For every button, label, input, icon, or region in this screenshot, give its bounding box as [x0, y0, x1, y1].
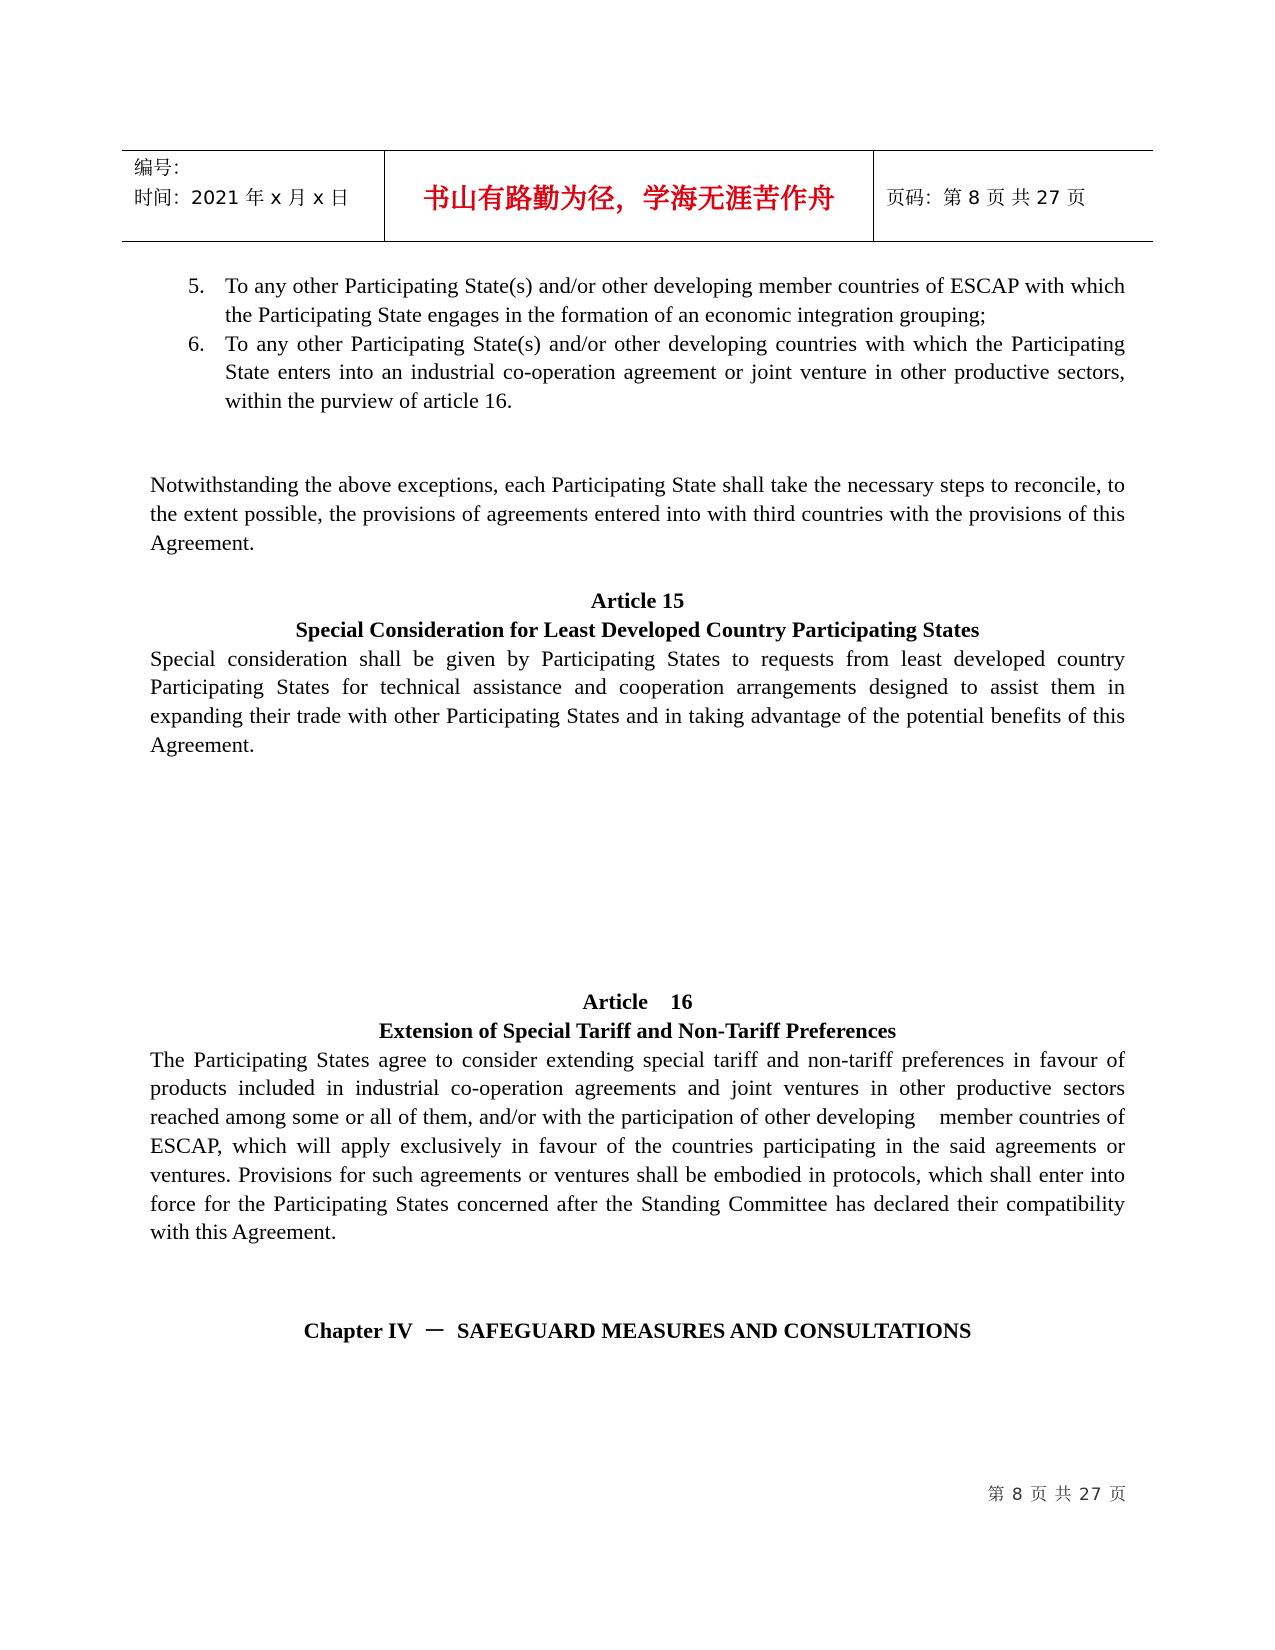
- article-15-section: [150, 587, 1125, 760]
- list-item-text: To any other Participating State(s) and/or other developing member countries of ESCAP with which the Participating State engages in the formation of an economic integration grouping;: [225, 273, 1125, 327]
- notwithstanding-paragraph: Notwithstanding the above exceptions, each Participating State shall take the necessary steps to reconcile, to the extent possible, the provisions of agreements entered into with third countries with the provisions of this Agreement.: [150, 472, 1125, 555]
- header-motto: 书山有路勤为径，学海无涯苦作舟: [385, 151, 874, 241]
- header-number-label: 编号：: [134, 157, 192, 179]
- article-16-section: [150, 988, 1131, 1247]
- chapter-heading: Chapter IV － SAFEGUARD MEASURES AND CONSULTATIONS: [303, 1318, 972, 1343]
- page-footer: 第 8 页 共 27 页: [987, 1485, 1127, 1505]
- list-item-number: 6.: [188, 330, 205, 356]
- page-header: [122, 150, 1153, 242]
- article-15-body: Special consideration shall be given by Participating States to requests from least developed country Participating States for technical assistance and cooperation arrangements designed to assist them in expanding their trade with other Participating States and in taking advantage of the potential benefits of this Agreement.: [150, 645, 1125, 757]
- header-meta-cell: [122, 151, 385, 241]
- article-15-number: Article 15: [590, 588, 685, 613]
- header-time-label: 时间：2021 年 x 月 x 日: [134, 187, 350, 209]
- article-16-body: The Participating States agree to consider extending special tariff and non-tariff preferences in favour of products included in industrial co-operation agreements and joint ventures in other productive sectors reached among some or all of them, and/or with the participation of other developing member countries of ESCAP, which will apply exclusively in favour of the countries participating in the said agreements or ventures. Provisions for such agreements or ventures shall be embodied in protocols, which shall enter into force for the Participating States concerned after the Standing Committee has declared their compatibility with this Agreement.: [150, 1046, 1131, 1245]
- article-15-title: Special Consideration for Least Developed Country Participating States: [295, 616, 980, 642]
- exceptions-list: [150, 272, 1125, 416]
- list-item-number: 5.: [188, 273, 205, 298]
- article-16-title: Extension of Special Tariff and Non-Tariff Preferences: [378, 1017, 897, 1043]
- list-item: [150, 272, 1125, 330]
- header-page-info: 页码：第 8 页 共 27 页: [886, 186, 1086, 209]
- list-item: [150, 330, 1125, 416]
- article-16-number: Article 16: [582, 989, 693, 1014]
- list-item-text: To any other Participating State(s) and/or other developing countries with which the Participating State enters into an industrial co-operation agreement or joint venture in other productive sectors, within the purview of article 16.: [225, 330, 1125, 414]
